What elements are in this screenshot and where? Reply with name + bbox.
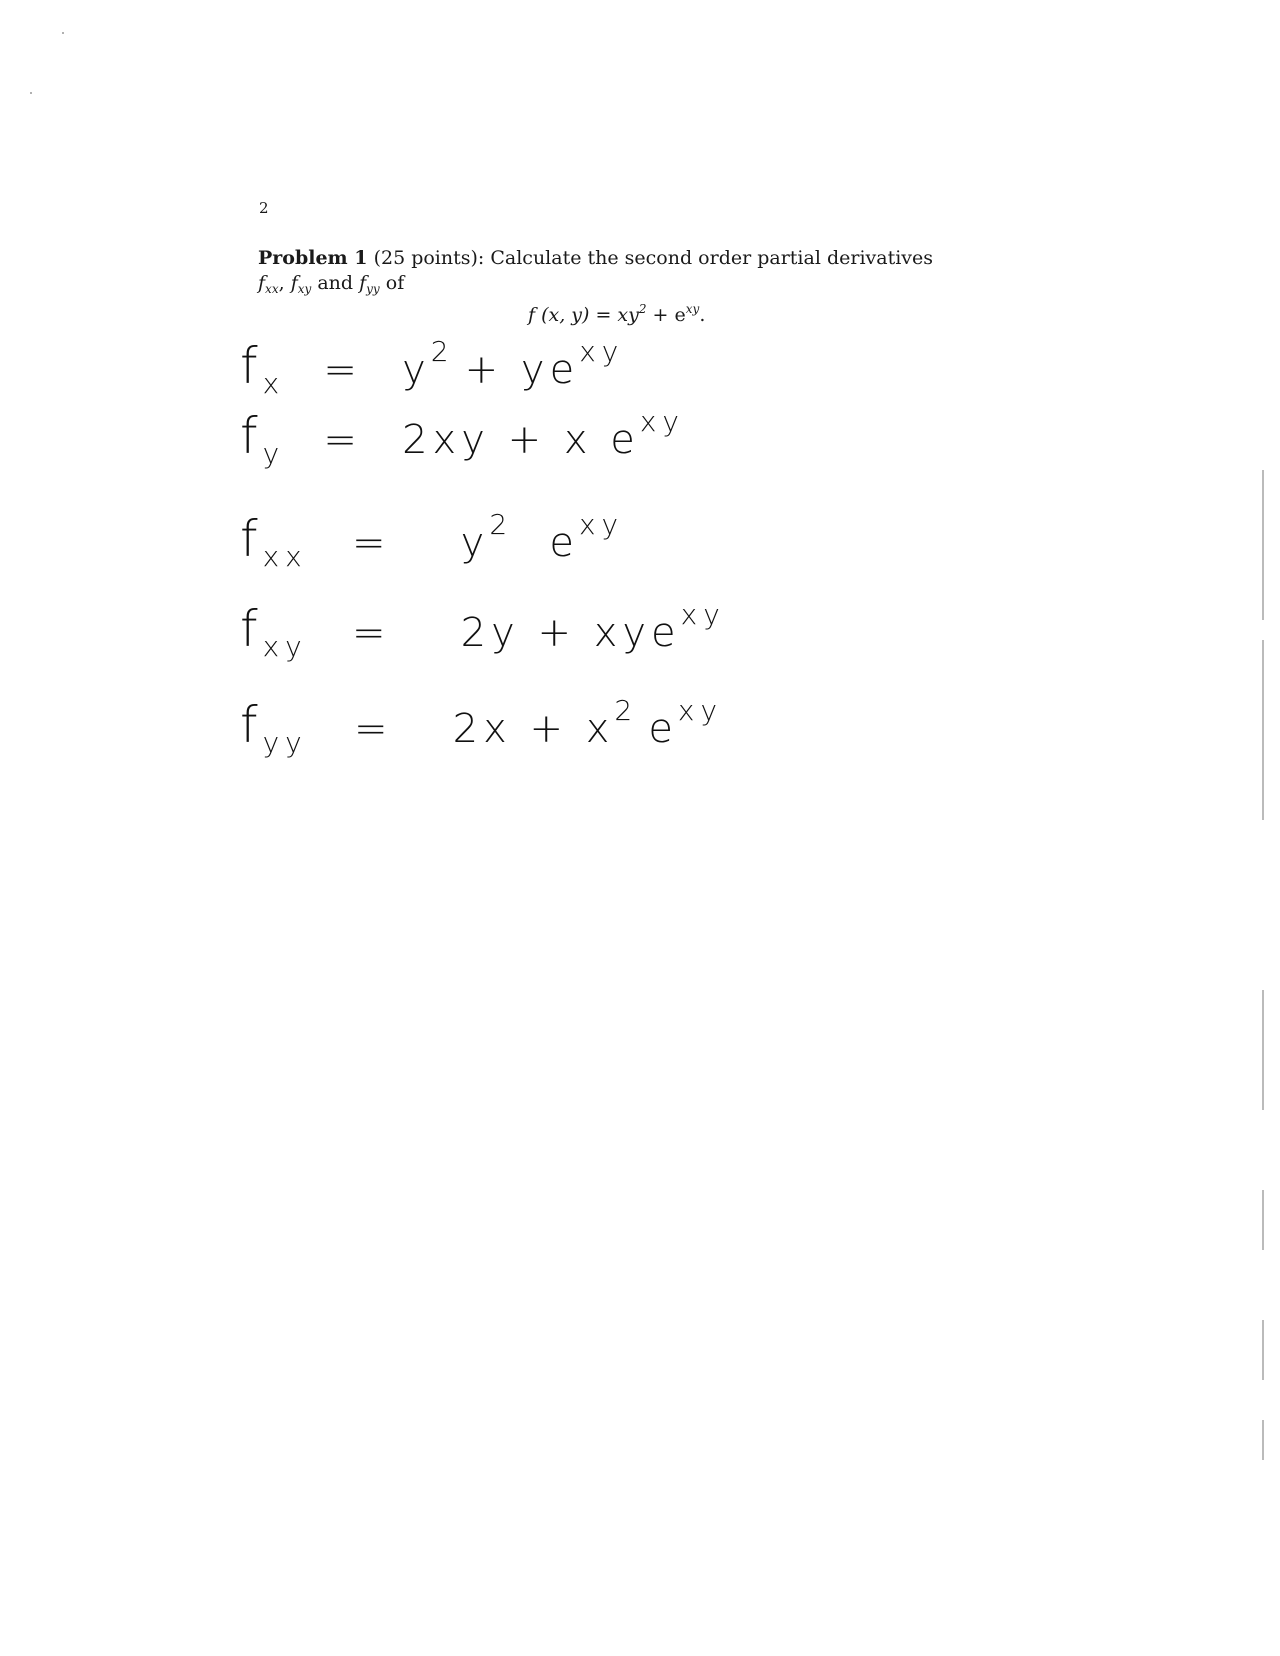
handwritten-line-fx [240, 335, 624, 400]
problem-points: (25 points): [373, 247, 485, 269]
handwritten-line-fxy [240, 598, 726, 663]
hw-sup-2: xy [578, 508, 625, 541]
hw-sub: xx [262, 540, 308, 573]
fxy-subscript: xy [297, 282, 312, 296]
formula-end: . [699, 304, 706, 326]
hw-rhs: 2x + x [452, 706, 615, 752]
hw-sup: 2 [430, 335, 455, 368]
scan-speck [62, 32, 64, 34]
page-number: 2 [259, 199, 269, 217]
hw-f: f [240, 407, 263, 465]
hw-rhs: 2xy + x e [402, 417, 640, 463]
hw-equals: = [323, 347, 362, 393]
hw-equals: = [353, 706, 393, 752]
and-word: and [317, 272, 354, 294]
hw-equals: = [323, 417, 362, 463]
hw-rhs: 2y + xye [460, 610, 681, 656]
hw-sup-2: xy [579, 335, 625, 368]
problem-statement [258, 246, 1018, 302]
problem-label: Problem 1 [258, 247, 368, 269]
scan-speck [30, 92, 32, 94]
fyy-subscript: yy [366, 282, 380, 296]
hw-rhs: y [460, 520, 490, 566]
handwritten-line-fyy [240, 694, 723, 759]
handwritten-line-fxx [240, 508, 624, 573]
hw-sup: xy [680, 598, 726, 631]
hw-f: f [240, 600, 263, 658]
hw-sub: x [262, 367, 286, 400]
hw-sup: xy [639, 405, 685, 438]
fxx-symbol: f [258, 272, 266, 294]
formula-exp-xy: xy [685, 302, 700, 316]
hw-rhs-2: e [549, 520, 579, 566]
fxx-subscript: xx [265, 282, 279, 296]
hw-sub: y [262, 437, 286, 470]
handwritten-line-fy [240, 405, 685, 470]
hw-sub: yy [262, 726, 308, 759]
problem-text: Calculate the second order partial derivatives [490, 247, 934, 269]
hw-equals: = [351, 610, 391, 656]
of-word: of [385, 272, 405, 294]
formula-lhs: f (x, y) = xy [528, 304, 639, 326]
scan-edge-artifacts [1262, 0, 1266, 1656]
hw-sup: 2 [614, 694, 639, 727]
hw-rhs-2: e [648, 706, 678, 752]
hw-f: f [240, 337, 263, 395]
separator: , [278, 272, 285, 294]
hw-sup: 2 [489, 508, 514, 541]
hw-f: f [240, 510, 263, 568]
hw-f: f [240, 696, 263, 754]
fyy-symbol: f [359, 272, 367, 294]
hw-sup-2: xy [677, 694, 724, 727]
formula-plus: + e [646, 304, 686, 326]
fxy-symbol: f [290, 272, 298, 294]
hw-equals: = [351, 520, 391, 566]
hw-rhs-2: + ye [464, 347, 580, 393]
formula-exp-2: 2 [638, 302, 647, 316]
hw-sub: xy [262, 630, 308, 663]
function-formula [528, 302, 705, 326]
hw-rhs: y [402, 347, 431, 393]
